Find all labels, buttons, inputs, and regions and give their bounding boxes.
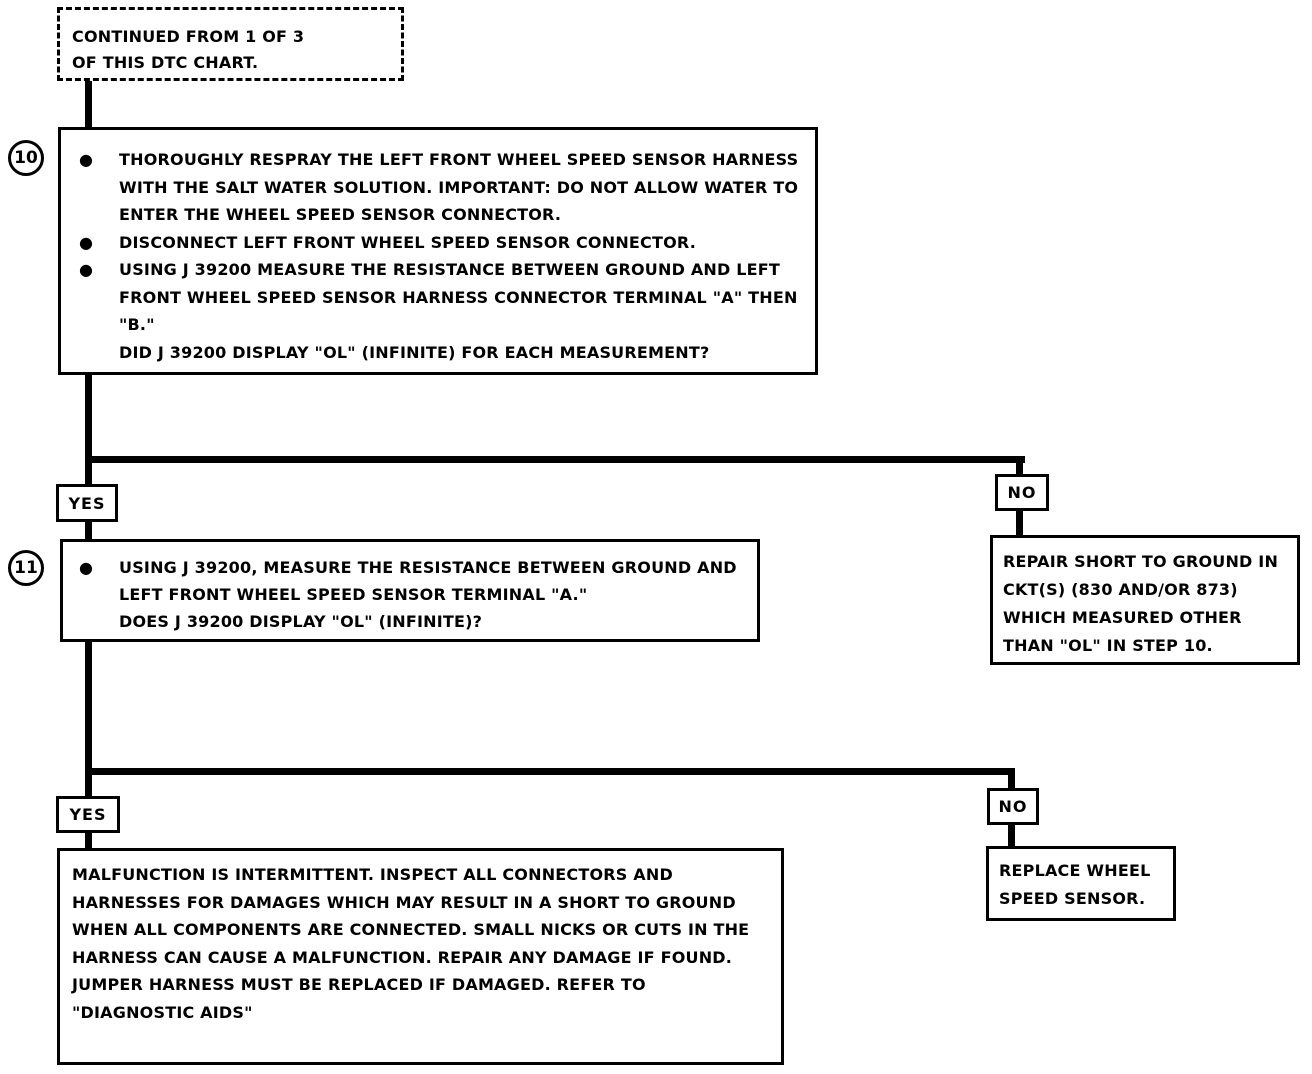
step-10-bullet: [75, 146, 803, 229]
step-10-bullet-text: THOROUGHLY RESPRAY THE LEFT FRONT WHEEL SPEED SENSOR HARNESS WITH THE SALT WATER SOLUTION. IMPORTANT: DO NOT ALLOW WATER TO ENTER THE WHEEL SPEED SENSOR CONNECTOR.: [119, 150, 799, 224]
continued-from-line1: CONTINUED FROM 1 OF 3: [72, 27, 305, 46]
step-11-bullets: [75, 554, 747, 608]
continued-from-line2: OF THIS DTC CHART.: [72, 53, 259, 72]
no-result-2-box: [986, 846, 1176, 921]
no-label-2: NO: [987, 788, 1039, 825]
step-10-bullet: [75, 229, 803, 257]
connector-branch1-no-down: [1016, 456, 1023, 476]
step-11-box: [60, 539, 760, 642]
connector-step10-down: [85, 372, 92, 484]
yes-result-2-text: MALFUNCTION IS INTERMITTENT. INSPECT ALL CONNECTORS AND HARNESSES FOR DAMAGES WHICH MAY RESULT IN A SHORT TO GROUND WHEN ALL COMPONENTS ARE CONNECTED. SMALL NICKS OR CUTS IN THE HARNESS CAN CAUSE A MALFUNCTION. REPAIR ANY DAMAGE IF FOUND. JUMPER HARNESS MUST BE REPLACED IF DAMAGED. REFER TO "DIAGNOSTIC AIDS": [72, 865, 750, 1022]
bullet-icon: ●: [79, 260, 94, 279]
connector-no1-to-result: [1016, 509, 1023, 537]
step-10-bullet: [75, 256, 803, 339]
continued-from-note: [57, 7, 404, 81]
step-11-question: DOES J 39200 DISPLAY "OL" (INFINITE)?: [119, 612, 483, 631]
bullet-icon: ●: [79, 150, 94, 169]
step-10-bullet-text: USING J 39200 MEASURE THE RESISTANCE BETWEEN GROUND AND LEFT FRONT WHEEL SPEED SENSOR HARNESS CONNECTOR TERMINAL "A" THEN "B.": [119, 260, 798, 334]
connector-start-to-step10: [85, 78, 92, 130]
connector-branch2-horizontal: [85, 768, 1015, 775]
no-result-2-text: REPLACE WHEEL SPEED SENSOR.: [999, 861, 1151, 908]
step-10-bullet-text: DISCONNECT LEFT FRONT WHEEL SPEED SENSOR CONNECTOR.: [119, 232, 696, 252]
step-11-number: 11: [8, 550, 44, 586]
bullet-icon: ●: [79, 232, 94, 252]
step-10-question: DID J 39200 DISPLAY "OL" (INFINITE) FOR EACH MEASUREMENT?: [119, 342, 710, 362]
yes-label-2: YES: [56, 796, 120, 833]
no-label-1: NO: [995, 474, 1049, 511]
no-result-1-text: REPAIR SHORT TO GROUND IN CKT(S) (830 AND/OR 873) WHICH MEASURED OTHER THAN "OL" IN STEP 10.: [1003, 552, 1279, 655]
yes-label-1: YES: [56, 484, 118, 522]
connector-branch1-horizontal: [85, 456, 1025, 463]
step-10-bullets: [75, 146, 803, 339]
connector-branch2-no-down: [1008, 768, 1015, 790]
no-result-1-box: [990, 535, 1300, 665]
step-10-box: [58, 127, 818, 375]
step-10-number: 10: [8, 140, 44, 176]
connector-no2-to-result: [1008, 823, 1015, 848]
bullet-icon: ●: [79, 558, 94, 577]
yes-result-2-box: [57, 848, 784, 1065]
step-11-bullet: [75, 554, 747, 608]
step-11-bullet-text: USING J 39200, MEASURE THE RESISTANCE BETWEEN GROUND AND LEFT FRONT WHEEL SPEED SENSOR TERMINAL "A.": [119, 558, 737, 604]
